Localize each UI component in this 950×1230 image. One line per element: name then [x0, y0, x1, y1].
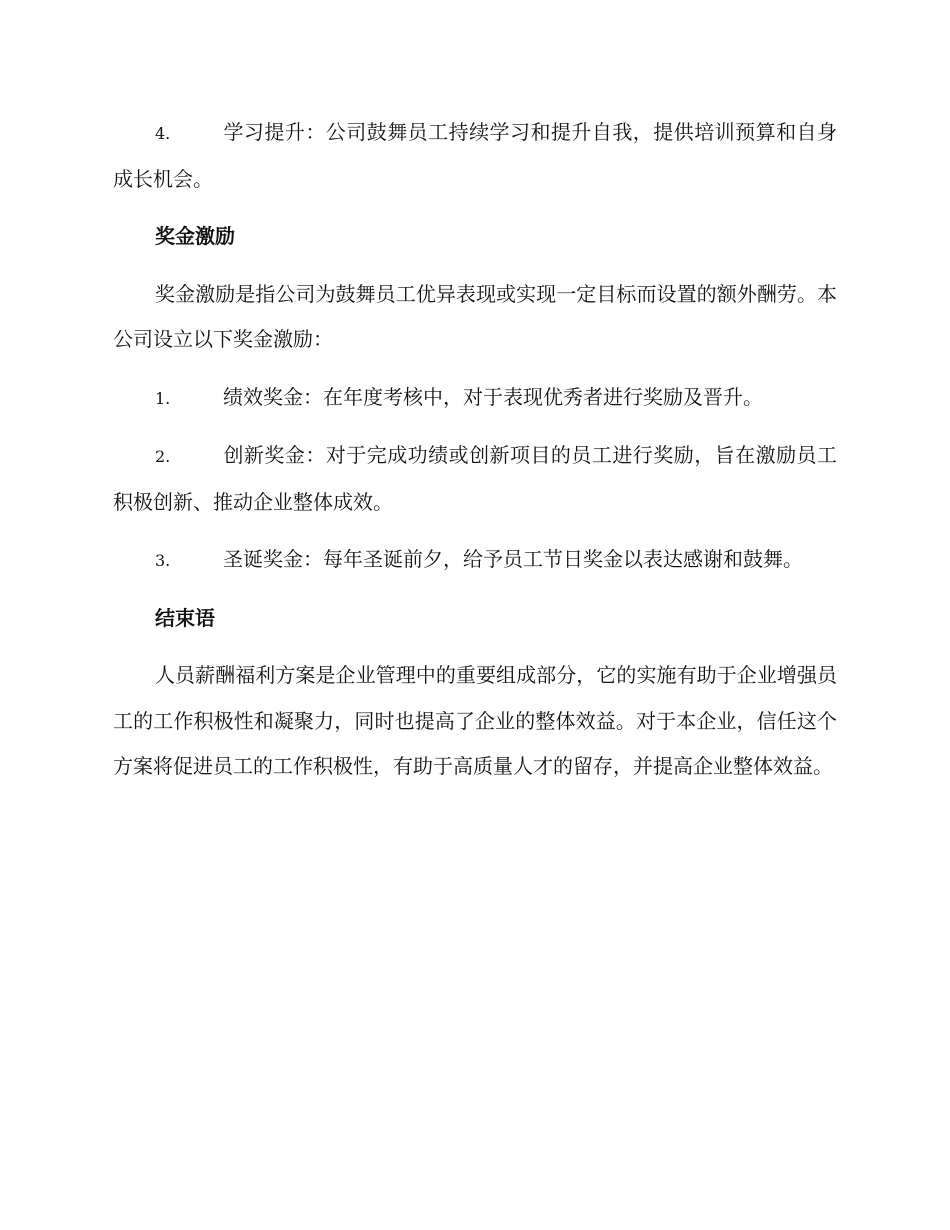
list-text: 学习提升：公司鼓舞员工持续学习和提升自我，提供培训预算和自身成长机会。 — [113, 120, 837, 191]
list-number: 1. — [155, 388, 171, 408]
list-text: 圣诞奖金：每年圣诞前夕，给予员工节日奖金以表达感谢和鼓舞。 — [223, 547, 803, 571]
list-text: 绩效奖金：在年度考核中，对于表现优秀者进行奖励及晋升。 — [223, 384, 763, 409]
section-heading-bonus: 奖金激励 — [155, 224, 235, 248]
list-item-innovation-bonus — [113, 433, 837, 525]
section-heading-conclusion: 结束语 — [155, 605, 215, 630]
list-item-performance-bonus — [113, 375, 837, 422]
document-body — [113, 110, 837, 802]
list-number: 4. — [155, 124, 171, 143]
list-item-learning — [113, 110, 837, 202]
paragraph-conclusion: 人员薪酬福利方案是企业管理中的重要组成部分，它的实施有助于企业增强员工的工作积极性和凝聚力，同时也提高了企业的整体效益。对于本企业，信任这个方案将促进员工的工作积极性，有助于高质量人才的留存，并提高企业整体效益。 — [113, 663, 837, 778]
list-text: 创新奖金：对于完成功绩或创新项目的员工进行奖励，旨在激励员工积极创新、推动企业整体成效。 — [113, 443, 837, 514]
list-number: 2. — [155, 447, 171, 466]
list-number: 3. — [155, 551, 171, 570]
list-item-christmas-bonus — [113, 537, 837, 584]
paragraph-bonus-intro: 奖金激励是指公司为鼓舞员工优异表现或实现一定目标而设置的额外酬劳。本公司设立以下奖金激励： — [113, 281, 837, 351]
